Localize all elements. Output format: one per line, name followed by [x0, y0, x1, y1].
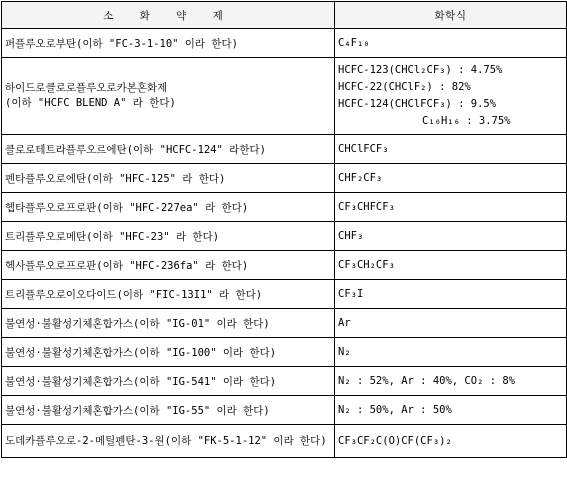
formula-component: HCFC-124(CHClFCF₃) : 9.5% — [338, 98, 497, 110]
table-row — [2, 309, 567, 338]
table-row — [2, 251, 567, 280]
agent-formula: CF₃I — [335, 280, 567, 309]
extinguishing-agent-table — [1, 1, 567, 458]
agent-formula: CF₃CF₂C(O)CF(CF₃)₂ — [335, 425, 567, 458]
agent-name: 불연성·불활성기체혼합가스(이하 "IG-100" 이라 한다) — [2, 338, 335, 367]
agent-name-line: 하이드로클로로플루오로카본혼화제 — [5, 82, 168, 94]
agent-name-header: 소 화 약 제 — [2, 2, 335, 29]
agent-formula: Ar — [335, 309, 567, 338]
agent-name: 펜타플루오로에탄(이하 "HFC-125" 라 한다) — [2, 164, 335, 193]
agent-formula: CHClFCF₃ — [335, 135, 567, 164]
table-row — [2, 280, 567, 309]
agent-name: 헥사플루오로프로판(이하 "HFC-236fa" 라 한다) — [2, 251, 335, 280]
agent-formula: CF₃CHFCF₃ — [335, 193, 567, 222]
agent-formula: N₂ : 52%, Ar : 40%, CO₂ : 8% — [335, 367, 567, 396]
table-row — [2, 193, 567, 222]
table-row — [2, 338, 567, 367]
agent-formula — [335, 58, 567, 135]
formula-component: HCFC-22(CHClF₂) : 82% — [338, 81, 471, 93]
table-row — [2, 58, 567, 135]
agent-formula: N₂ : 50%, Ar : 50% — [335, 396, 567, 425]
table-row — [2, 367, 567, 396]
table-row — [2, 425, 567, 458]
agent-name: 트리플루오로메탄(이하 "HFC-23" 라 한다) — [2, 222, 335, 251]
table-row — [2, 222, 567, 251]
formula-component: C₁₀H₁₆ : 3.75% — [422, 115, 511, 127]
agent-name: 퍼플루오로부탄(이하 "FC-3-1-10" 이라 한다) — [2, 29, 335, 58]
agent-formula: C₄F₁₀ — [335, 29, 567, 58]
agent-formula: CHF₃ — [335, 222, 567, 251]
formula-header: 화학식 — [335, 2, 567, 29]
table-row — [2, 164, 567, 193]
table-header-row — [2, 2, 567, 29]
agent-formula: CF₃CH₂CF₃ — [335, 251, 567, 280]
agent-name: 트리플루오로이오다이드(이하 "FIC-13I1" 라 한다) — [2, 280, 335, 309]
table-row — [2, 135, 567, 164]
formula-component: HCFC-123(CHCl₂CF₃) : 4.75% — [338, 64, 503, 76]
agent-name: 불연성·불활성기체혼합가스(이하 "IG-55" 이라 한다) — [2, 396, 335, 425]
table-row — [2, 29, 567, 58]
agent-name: 도데카플루오로-2-메틸펜탄-3-원(이하 "FK-5-1-12" 이라 한다) — [2, 425, 335, 458]
agent-formula: CHF₂CF₃ — [335, 164, 567, 193]
agent-name: 헵타플루오로프로판(이하 "HFC-227ea" 라 한다) — [2, 193, 335, 222]
agent-name: 클로로테트라플루오르에탄(이하 "HCFC-124" 라한다) — [2, 135, 335, 164]
agent-name: 불연성·불활성기체혼합가스(이하 "IG-01" 이라 한다) — [2, 309, 335, 338]
agent-formula: N₂ — [335, 338, 567, 367]
agent-name — [2, 58, 335, 135]
agent-name: 불연성·불활성기체혼합가스(이하 "IG-541" 이라 한다) — [2, 367, 335, 396]
table-row — [2, 396, 567, 425]
agent-name-line: (이하 "HCFC BLEND A" 라 한다) — [5, 97, 176, 109]
